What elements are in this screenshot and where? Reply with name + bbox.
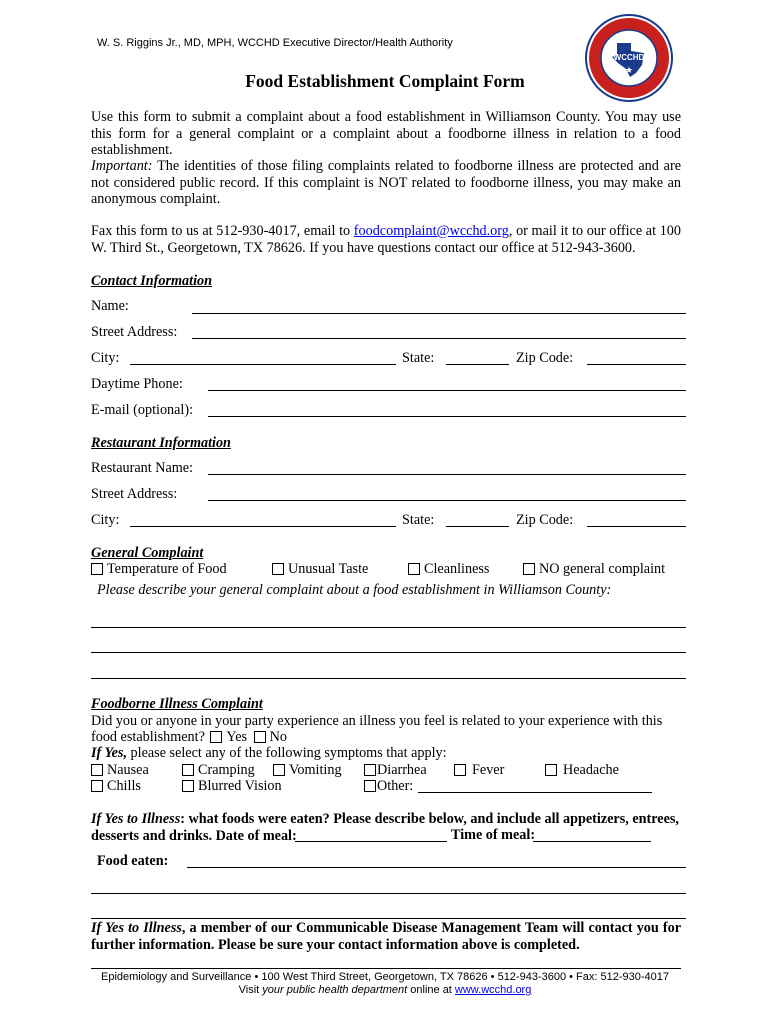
option-label: NO general complaint — [539, 561, 666, 577]
illness-question — [91, 713, 686, 745]
contact-phone-label: Daytime Phone: — [91, 376, 183, 392]
restaurant-heading: Restaurant Information — [91, 435, 231, 451]
checkbox[interactable] — [364, 780, 376, 792]
symptom-nausea[interactable] — [91, 762, 149, 778]
restaurant-zip-label: Zip Code: — [516, 512, 574, 528]
fax-text-before: Fax this form to us at 512-930-4017, email to — [91, 223, 354, 239]
checkbox[interactable] — [408, 563, 420, 575]
symptom-label: Other: — [377, 778, 414, 794]
symptom-label: Nausea — [107, 762, 149, 778]
foods-text: : what foods were eaten? Please describe below, and include all appetizers, entrees, desserts and drinks. Date of meal: — [91, 811, 679, 844]
if-yes-text: please select any of the following symptoms that apply: — [127, 745, 447, 761]
no-label: No — [269, 729, 287, 745]
symptom-other[interactable] — [364, 778, 413, 794]
checkbox[interactable] — [273, 764, 285, 776]
contact-email-label: E-mail (optional): — [91, 402, 194, 418]
option-no-general[interactable] — [523, 561, 665, 577]
symptom-label: Blurred Vision — [198, 778, 282, 794]
meal-date-field[interactable] — [295, 841, 447, 842]
symptom-vomiting[interactable] — [273, 762, 342, 778]
restaurant-city-label: City: — [91, 512, 120, 528]
option-label: Cleanliness — [424, 561, 490, 577]
checkbox[interactable] — [182, 780, 194, 792]
food-eaten-line-3[interactable] — [91, 918, 686, 919]
important-text: The identities of those filing complaints related to foodborne illness are protected and are not considered public record. If this complaint is NOT related to foodborne illness, you may make an anonymous complaint. — [91, 158, 681, 207]
food-eaten-line-2[interactable] — [91, 893, 686, 894]
symptom-cramping[interactable] — [182, 762, 255, 778]
closing-text: , a member of our Communicable Disease Management Team will contact you for further information. Please be sure your contact information above is completed. — [91, 920, 681, 953]
contact-zip-label: Zip Code: — [516, 350, 574, 366]
footer-visit-italic: your public health department — [262, 984, 408, 996]
checkbox[interactable] — [545, 764, 557, 776]
symptom-label: Diarrhea — [377, 762, 427, 778]
general-description-line-3[interactable] — [91, 678, 686, 679]
symptom-blurred-vision[interactable] — [182, 778, 282, 794]
contact-street-label: Street Address: — [91, 324, 178, 340]
svg-text:WCCHD: WCCHD — [613, 53, 645, 62]
website-link[interactable]: www.wcchd.org — [454, 984, 532, 996]
symptom-label: Chills — [107, 778, 141, 794]
yes-checkbox[interactable] — [210, 731, 222, 743]
symptom-label: Headache — [563, 762, 619, 778]
checkbox[interactable] — [182, 764, 194, 776]
contact-email-field[interactable] — [208, 416, 686, 417]
illness-question-text: Did you or anyone in your party experience an illness you feel is related to your experience with this food establishment? — [91, 713, 663, 745]
option-label: Temperature of Food — [107, 561, 227, 577]
symptom-fever[interactable] — [454, 762, 504, 778]
option-temperature[interactable] — [91, 561, 227, 577]
contact-name-field[interactable] — [192, 313, 686, 314]
general-description-line-1[interactable] — [91, 627, 686, 628]
symptom-other-field[interactable] — [418, 792, 652, 793]
intro-paragraph: Use this form to submit a complaint about a food establishment in Williamson County. You may use this form for a general complaint or a complaint about a foodborne illness in relation to a food establishment. — [91, 109, 681, 158]
meal-time-field[interactable] — [533, 841, 651, 842]
page-title: Food Establishment Complaint Form — [245, 71, 525, 91]
option-unusual-taste[interactable] — [272, 561, 368, 577]
checkbox[interactable] — [272, 563, 284, 575]
svg-text:★: ★ — [624, 65, 634, 75]
if-yes-line — [91, 745, 447, 761]
checkbox[interactable] — [91, 764, 103, 776]
general-prompt: Please describe your general complaint about a food establishment in Williamson County: — [97, 582, 612, 598]
contact-state-field[interactable] — [446, 364, 509, 365]
food-eaten-label: Food eaten: — [97, 853, 169, 869]
yes-label: Yes — [226, 729, 248, 745]
contact-street-field[interactable] — [192, 338, 686, 339]
important-label: Important: — [91, 158, 153, 174]
important-paragraph — [91, 158, 681, 208]
contact-heading: Contact Information — [91, 273, 213, 289]
contact-city-field[interactable] — [130, 364, 396, 365]
footer-address: Epidemiology and Surveillance • 100 West Third Street, Georgetown, TX 78626 • 512-943-3600 • Fax: 512-930-4017 — [100, 971, 669, 983]
restaurant-street-field[interactable] — [208, 500, 686, 501]
symptom-diarrhea[interactable] — [364, 762, 427, 778]
meal-time-label: Time of meal: — [451, 827, 536, 843]
option-label: Unusual Taste — [288, 561, 369, 577]
if-yes-label: If Yes, — [91, 745, 127, 761]
restaurant-street-label: Street Address: — [91, 486, 178, 502]
contact-zip-field[interactable] — [587, 364, 686, 365]
checkbox[interactable] — [364, 764, 376, 776]
food-eaten-field[interactable] — [187, 867, 686, 868]
restaurant-city-field[interactable] — [130, 526, 396, 527]
general-heading: General Complaint — [91, 545, 204, 561]
footer-visit-text: Visit — [238, 984, 263, 996]
symptom-headache[interactable] — [545, 762, 619, 778]
symptom-chills[interactable] — [91, 778, 141, 794]
checkbox[interactable] — [91, 780, 103, 792]
restaurant-state-field[interactable] — [446, 526, 509, 527]
restaurant-name-field[interactable] — [208, 474, 686, 475]
symptom-label: Vomiting — [289, 762, 342, 778]
checkbox[interactable] — [454, 764, 466, 776]
restaurant-state-label: State: — [402, 512, 435, 528]
fax-paragraph — [91, 223, 681, 256]
footer-visit — [0, 984, 770, 996]
general-description-line-2[interactable] — [91, 652, 686, 653]
foods-label: If Yes to Illness — [91, 811, 181, 827]
no-checkbox[interactable] — [254, 731, 266, 743]
contact-name-label: Name: — [91, 298, 129, 314]
footer-online-text: online at — [407, 984, 455, 996]
email-link[interactable]: foodcomplaint@wcchd.org — [353, 223, 509, 239]
restaurant-zip-field[interactable] — [587, 526, 686, 527]
checkbox[interactable] — [523, 563, 535, 575]
illness-heading: Foodborne Illness Complaint — [91, 696, 263, 712]
footer-divider — [91, 968, 681, 969]
contact-state-label: State: — [402, 350, 435, 366]
restaurant-name-label: Restaurant Name: — [91, 460, 194, 476]
checkbox[interactable] — [91, 563, 103, 575]
fax-text-after: , or mail it to our office at 100 W. Third St., Georgetown, TX 78626. If you have questions contact our office at 512-943-3600. — [91, 223, 681, 256]
closing-paragraph — [91, 920, 681, 953]
closing-label: If Yes to Illness — [91, 920, 182, 936]
option-cleanliness[interactable] — [408, 561, 489, 577]
authority-line: W. S. Riggins Jr., MD, MPH, WCCHD Executive Director/Health Authority — [97, 37, 453, 49]
symptom-label: Cramping — [198, 762, 255, 778]
contact-phone-field[interactable] — [208, 390, 686, 391]
contact-city-label: City: — [91, 350, 120, 366]
foods-paragraph — [91, 811, 686, 844]
symptom-label: Fever — [472, 762, 505, 778]
